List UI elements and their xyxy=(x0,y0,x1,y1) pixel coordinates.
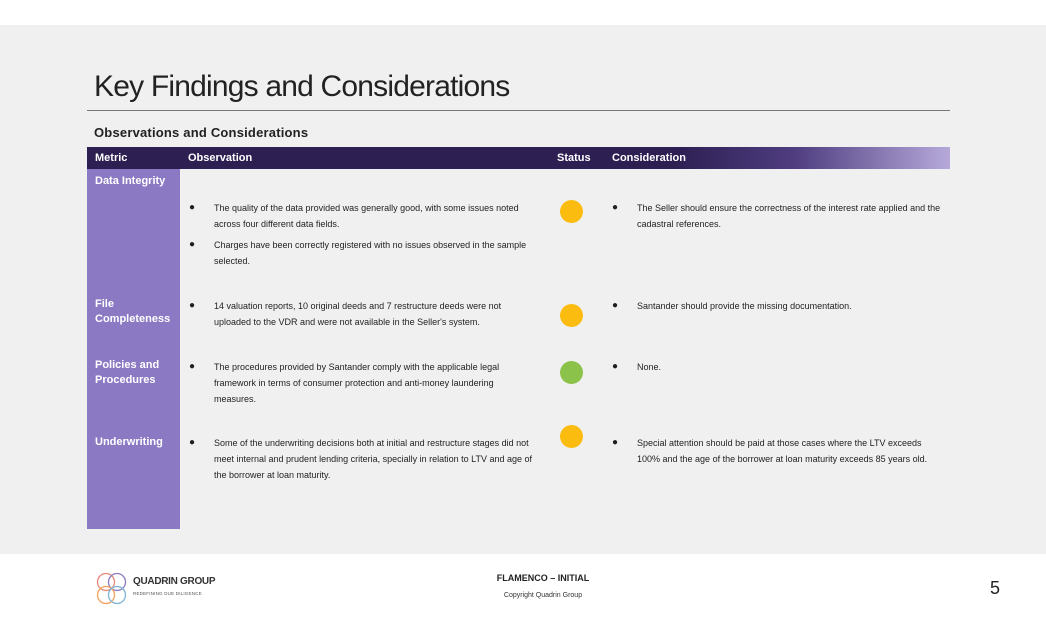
header-status: Status xyxy=(557,152,591,164)
header-observation: Observation xyxy=(188,152,253,164)
metric-underwriting: Underwriting xyxy=(95,436,163,448)
observation-item: ● Charges have been correctly registered with no issues observed in the sample selected. xyxy=(189,239,527,266)
status-indicator-green xyxy=(560,361,583,384)
metric-policies-procedures: Policies and Procedures xyxy=(95,359,160,386)
consideration-item: ● Special attention should be paid at those cases where the LTV exceeds 100% and the age of the borrower at loan maturity exceeds 85 years old. xyxy=(612,437,928,464)
consideration-item: ● The Seller should ensure the correctness of the interest rate applied and the cadastral references. xyxy=(612,202,941,229)
header-metric: Metric xyxy=(95,152,128,164)
status-indicator-amber xyxy=(560,425,583,448)
observation-item: ● Some of the underwriting decisions both at initial and restructure stages did not meet internal and prudent lending criteria, specially in relation to LTV and age of the borrower at loan maturity. xyxy=(189,437,533,480)
title-divider xyxy=(87,110,950,111)
observation-item: ● The procedures provided by Santander comply with the applicable legal framework in terms of consumer protection and anti-money laundering measures. xyxy=(189,361,500,404)
logo-tagline: REDEFINING DUE DILIGENCE xyxy=(133,591,202,596)
section-subtitle: Observations and Considerations xyxy=(94,125,309,140)
table-header xyxy=(87,147,950,169)
header-consideration: Consideration xyxy=(612,152,686,164)
consideration-item: ● Santander should provide the missing documentation. xyxy=(612,300,852,311)
footer-copyright: Copyright Quadrin Group xyxy=(503,592,583,599)
page-title: Key Findings and Considerations xyxy=(94,70,510,103)
status-indicator-amber xyxy=(560,200,583,223)
quadrin-group-logo xyxy=(95,571,216,609)
metric-column xyxy=(87,169,180,529)
footer-project-name: FLAMENCO – INITIAL xyxy=(496,573,590,583)
status-indicator-amber xyxy=(560,304,583,327)
logo-wordmark: QUADRIN GROUP xyxy=(133,576,216,587)
metric-file-completeness: File Completeness xyxy=(95,298,171,325)
page-number: 5 xyxy=(990,578,1001,598)
metric-data-integrity: Data Integrity xyxy=(95,175,166,187)
logo-rings-icon xyxy=(95,571,131,609)
observation-item: ● The quality of the data provided was generally good, with some issues noted across four different data fields. xyxy=(189,202,519,229)
observation-item: ● 14 valuation reports, 10 original deeds and 7 restructure deeds were not uploaded to the VDR and were not available in the Seller's system. xyxy=(189,300,502,327)
consideration-item: ● None. xyxy=(612,361,662,372)
